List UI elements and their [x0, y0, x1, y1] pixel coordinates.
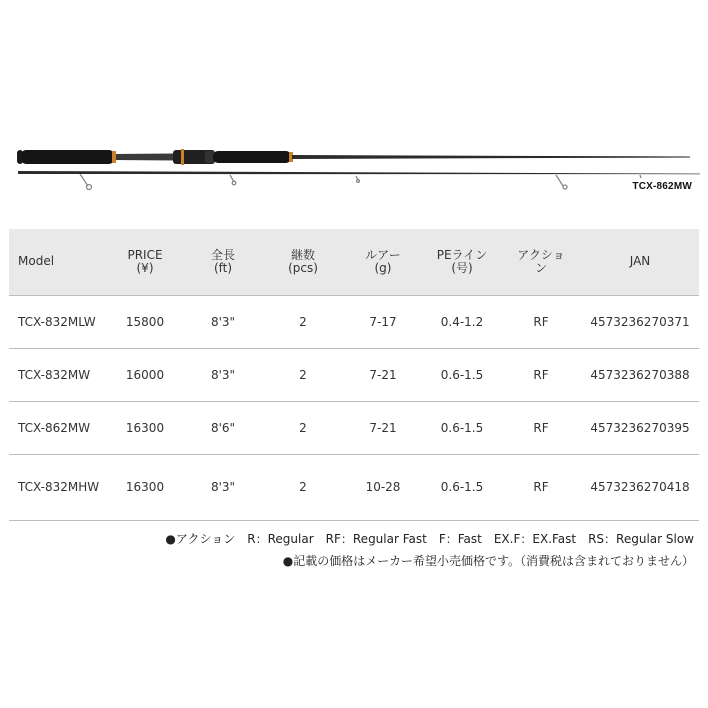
cell-lure: 7-21	[369, 420, 397, 435]
cell-action: RF	[533, 420, 549, 435]
header-jan: JAN	[629, 254, 651, 269]
cell-lure: 7-17	[369, 314, 397, 329]
rod-guides	[80, 174, 641, 190]
table-row	[9, 454, 699, 520]
cell-pe-line: 0.6-1.5	[440, 480, 484, 494]
rod-image	[0, 130, 708, 200]
notes	[165, 528, 694, 572]
cell-jan: 4573236270388	[590, 367, 690, 382]
cell-jan: 4573236270395	[590, 420, 690, 435]
rod-model-caption: TCX-862MW	[632, 181, 692, 192]
header-pieces: 継数 (pcs)	[288, 247, 318, 275]
cell-model: TCX-862MW	[18, 420, 91, 435]
rod-tip-section	[18, 171, 700, 174]
rod-reel-seat-ring	[181, 149, 184, 165]
header-pe-line: PEライン (号)	[436, 247, 488, 275]
rod-butt-blank	[116, 154, 175, 161]
cell-lure: 10-28	[365, 480, 401, 494]
cell-model: TCX-832MLW	[18, 314, 96, 329]
cell-pieces: 2	[299, 480, 307, 494]
cell-length: 8'3"	[210, 367, 236, 382]
action-legend-note: ●アクション R：Regular RF：Regular Fast F：Fast EX.F：EX.Fast RS：Regular Slow	[165, 532, 694, 546]
header-action: アクショ ン	[517, 247, 565, 275]
rod-upper-blank	[292, 155, 690, 159]
rod-rear-grip	[21, 150, 114, 164]
cell-pe-line: 0.4-1.2	[440, 314, 484, 329]
cell-pieces: 2	[299, 314, 307, 329]
rod-fore-grip	[213, 151, 291, 163]
rod-winding-check	[112, 151, 116, 163]
cell-action: RF	[533, 480, 549, 494]
cell-model: TCX-832MHW	[18, 480, 100, 494]
header-price: PRICE (¥)	[127, 247, 163, 275]
cell-pieces: 2	[299, 367, 307, 382]
table-row	[9, 348, 699, 401]
table-row	[9, 401, 699, 454]
header-length: 全長 (ft)	[210, 247, 235, 275]
cell-length: 8'6"	[210, 420, 236, 435]
cell-pieces: 2	[299, 420, 307, 435]
spec-table	[9, 229, 699, 521]
header-model: Model	[18, 254, 55, 269]
fishing-rod-illustration	[0, 130, 708, 200]
cell-price: 16300	[125, 480, 165, 494]
table-header-row	[9, 229, 699, 295]
header-lure: ルアー (g)	[365, 247, 401, 275]
cell-length: 8'3"	[210, 480, 236, 494]
cell-length: 8'3"	[210, 314, 236, 329]
cell-action: RF	[533, 367, 549, 382]
cell-model: TCX-832MW	[18, 367, 91, 382]
cell-pe-line: 0.6-1.5	[440, 420, 484, 435]
cell-lure: 7-21	[369, 367, 397, 382]
cell-price: 15800	[125, 314, 165, 329]
cell-price: 16300	[125, 420, 165, 435]
cell-jan: 4573236270371	[590, 314, 690, 329]
cell-price: 16000	[125, 367, 165, 382]
cell-jan: 4573236270418	[590, 480, 690, 494]
table-row	[9, 295, 699, 348]
cell-pe-line: 0.6-1.5	[440, 367, 484, 382]
price-note: ●記載の価格はメーカー希望小売価格です。（消費税は含まれておりません）	[282, 554, 694, 568]
cell-action: RF	[533, 314, 549, 329]
